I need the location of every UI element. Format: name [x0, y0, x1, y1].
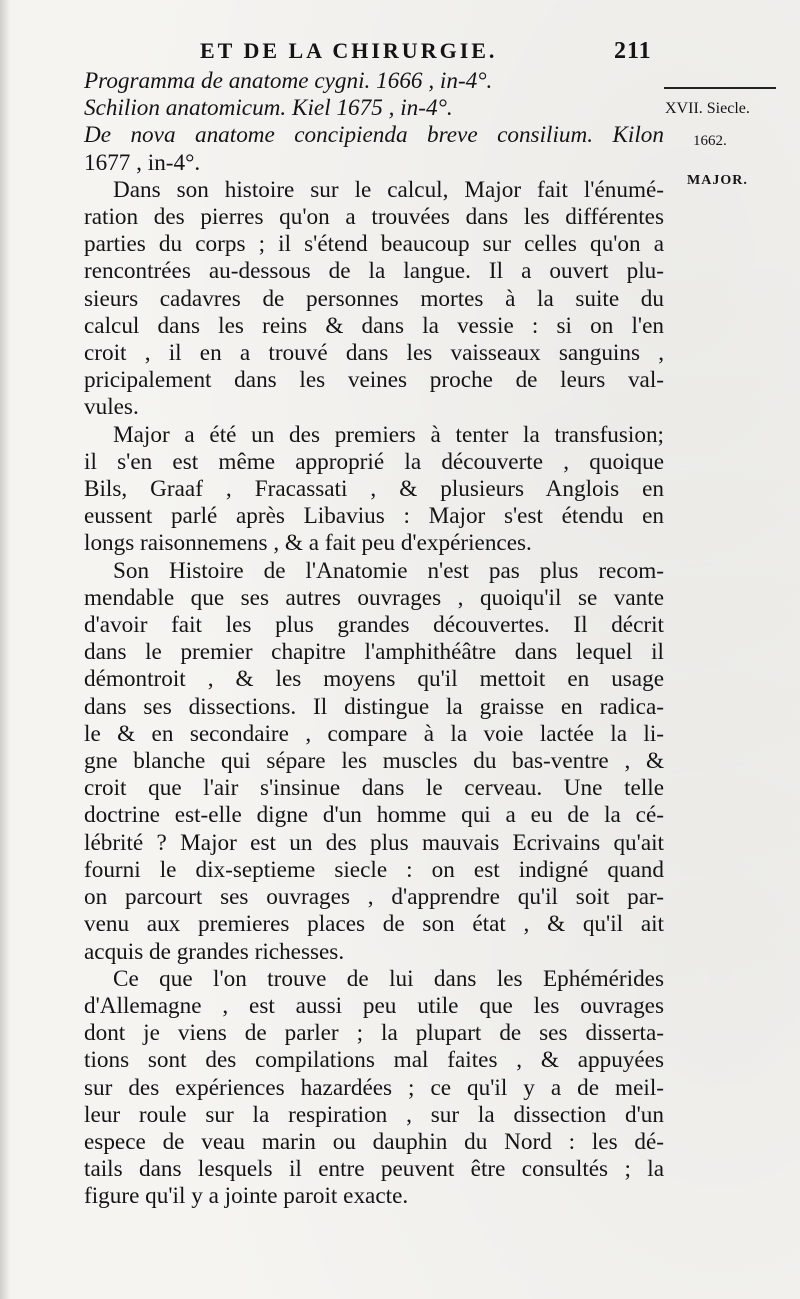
text-line: on parcourt ses ouvrages , d'apprendre qu'il soit par-	[84, 884, 664, 911]
text-line: tions sont des compilations mal faites , & appuyées	[84, 1047, 664, 1074]
text-line: fourni le dix-septieme siecle : on est indigné quand	[84, 856, 664, 883]
text-line: le & en secondaire , compare à la voie lactée la li-	[84, 720, 664, 747]
body-text	[84, 68, 664, 1211]
text-line: longs raisonnemens , & a fait peu d'expériences.	[84, 530, 532, 557]
text-line: Dans son histoire sur le calcul, Major fait l'énumé-	[113, 176, 664, 203]
text-line: espece de veau marin ou dauphin du Nord : les dé-	[84, 1128, 664, 1155]
text-line: De nova anatome concipienda breve consilium. Kilon	[84, 122, 664, 149]
text-line: mendable que ses autres ouvrages , quoiqu'il se vante	[84, 584, 664, 611]
margin-note-name: MAJOR.	[687, 173, 748, 188]
text-line: sieurs cadavres de personnes mortes à la suite du	[84, 285, 664, 312]
margin-rule	[664, 87, 776, 89]
text-line: d'Allemagne , est aussi peu utile que les ouvrages	[84, 992, 664, 1019]
text-line: dans le premier chapitre l'amphithéâtre dans lequel il	[84, 639, 664, 666]
text-line: Major a été un des premiers à tenter la transfusion;	[113, 421, 664, 448]
text-line: sur des expériences hazardées ; ce qu'il y a de meil-	[84, 1074, 664, 1101]
text-line: croit que l'air s'insinue dans le cerveau. Une telle	[84, 775, 664, 802]
text-line: ration des pierres qu'on a trouvées dans les différentes	[84, 204, 664, 231]
text-line: d'avoir fait les plus grandes découvertes. Il décrit	[84, 612, 664, 639]
text-line: démontroit , & les moyens qu'il mettoit en usage	[84, 666, 664, 693]
text-line: figure qu'il y a jointe paroit exacte.	[84, 1183, 409, 1210]
text-line: gne blanche qui sépare les muscles du bas-ventre , &	[84, 748, 664, 775]
text-line: vules.	[84, 394, 139, 421]
text-line: venu aux premieres places de son état , & qu'il ait	[84, 911, 664, 938]
text-line: acquis de grandes richesses.	[84, 938, 345, 965]
text-line: Ce que l'on trouve de lui dans les Ephémérides	[113, 965, 664, 992]
text-line: dans ses dissections. Il distingue la graisse en radica-	[84, 693, 664, 720]
text-line: il s'en est même approprié la découverte , quoique	[84, 448, 664, 475]
text-line: Schilion anatomicum. Kiel 1675 , in-4°.	[84, 95, 453, 122]
text-line: eussent parlé après Libavius : Major s'est étendu en	[84, 503, 664, 530]
text-line: pricipalement dans les veines proche de leurs val-	[84, 367, 664, 394]
text-line: 1677 , in-4°.	[84, 149, 201, 176]
running-head: ET DE LA CHIRURGIE.	[200, 38, 498, 63]
page-number: 211	[614, 38, 652, 64]
margin-note-century: XVII. Siecle.	[665, 100, 750, 117]
text-line: calcul dans les reins & dans la vessie : si on l'en	[84, 312, 664, 339]
text-line: parties du corps ; il s'étend beaucoup sur celles qu'on a	[84, 231, 664, 258]
margin-note-year: 1662.	[693, 133, 727, 149]
text-line: doctrine est-elle digne d'un homme qui a eu de la cé-	[84, 802, 664, 829]
text-line: leur roule sur la respiration , sur la dissection d'un	[84, 1101, 664, 1128]
text-line: Bils, Graaf , Fracassati , & plusieurs Anglois en	[84, 476, 664, 503]
text-line: dont je viens de parler ; la plupart de ses disserta-	[84, 1020, 664, 1047]
text-line: lébrité ? Major est un des plus mauvais Ecrivains qu'ait	[84, 829, 664, 856]
page-edge-shadow	[0, 0, 10, 1299]
text-line: rencontrées au-dessous de la langue. Il a ouvert plu-	[84, 258, 664, 285]
text-line: croit , il en a trouvé dans les vaisseaux sanguins ,	[84, 340, 664, 367]
text-line: Son Histoire de l'Anatomie n'est pas plus recom-	[113, 557, 664, 584]
text-line: Programma de anatome cygni. 1666 , in-4°.	[84, 68, 493, 94]
text-line: tails dans lesquels il entre peuvent être consultés ; la	[84, 1156, 664, 1183]
